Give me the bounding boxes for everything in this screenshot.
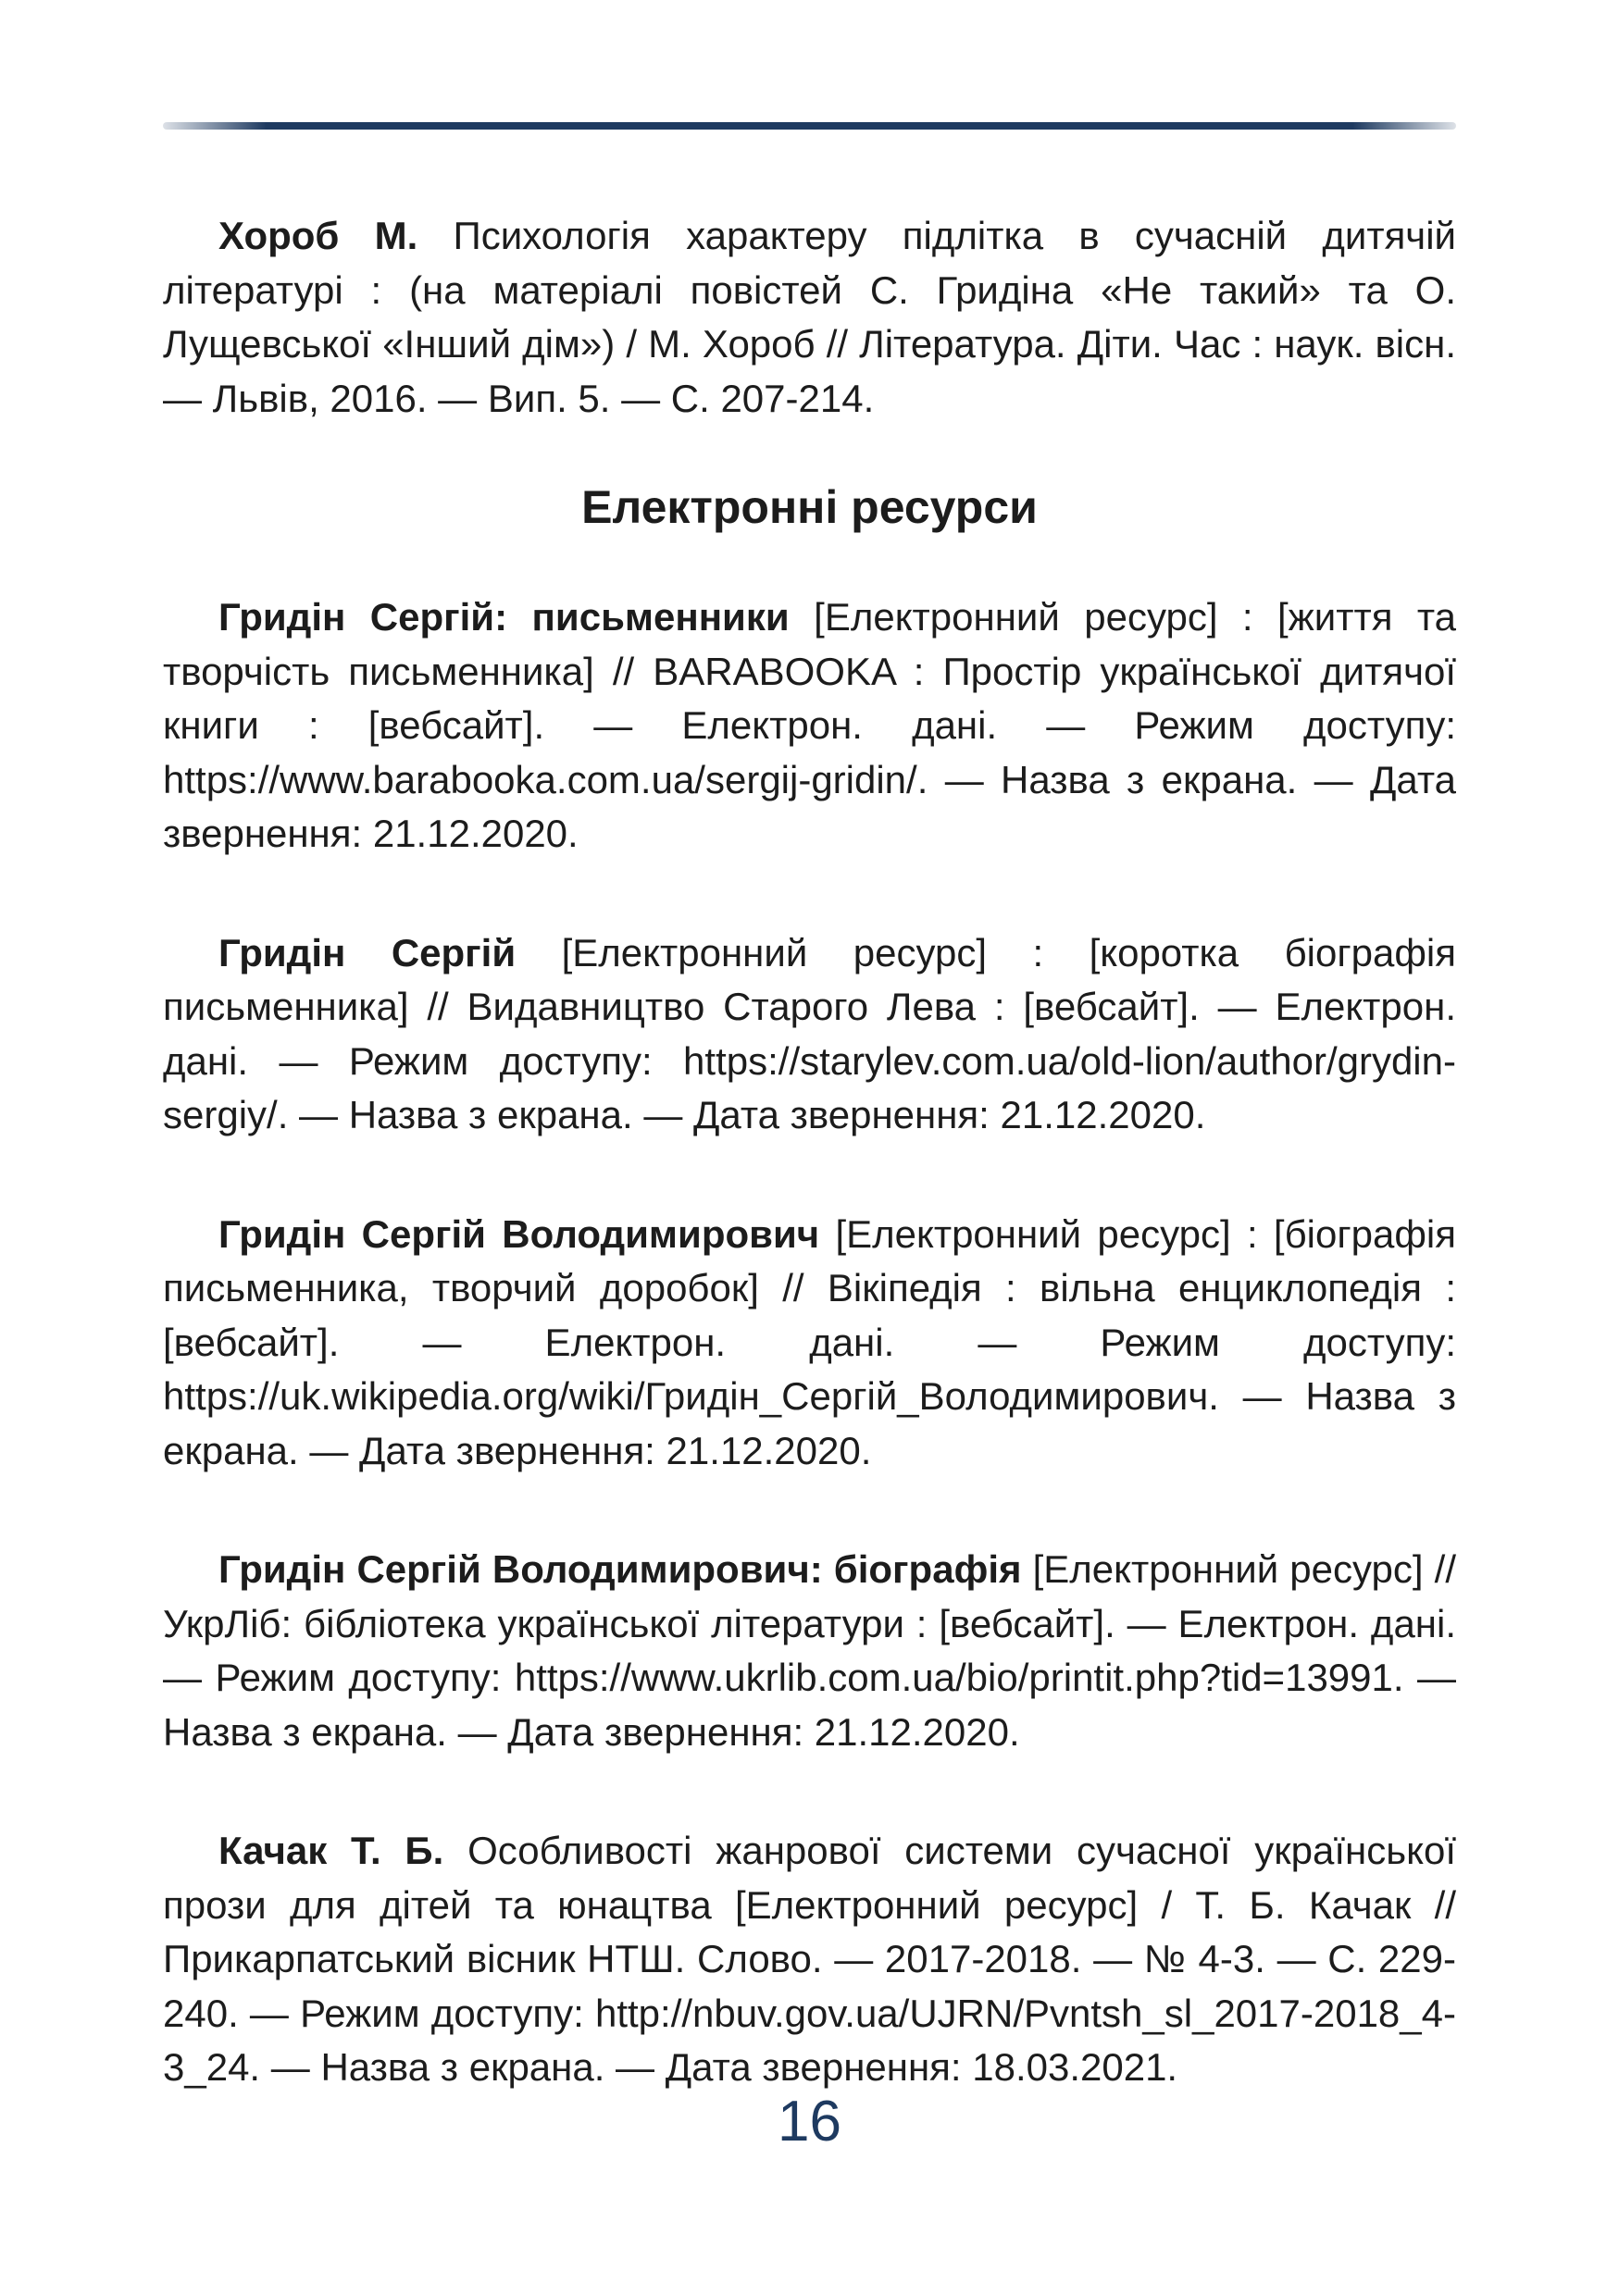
- entry-text: [Електронний ресурс] : [коротка біографія письменника] // Видавництво Старого Лева : [вебсайт]. — Електрон. дані. — Режим доступу: https://starylev.com.ua/old-lion/author/grydin-sergiy/. — Назва з екрана. — Дата звернення: 21.12.2020.: [163, 930, 1456, 1136]
- page-content: [163, 209, 1456, 2160]
- entry-author: Качак Т. Б.: [218, 1829, 444, 1872]
- entry-text: [Електронний ресурс] // УкрЛіб: бібліотека української літератури : [вебсайт]. — Електрон. дані. — Режим доступу: https://www.ukrlib.com.ua/bio/printit.php?tid=13991. — Назва з екрана. — Дата звернення: 21.12.2020.: [163, 1547, 1456, 1754]
- section-title: Електронні ресурси: [581, 481, 1038, 533]
- bibliography-entry: [163, 590, 1456, 862]
- entry-text: Особливості жанрової системи сучасної української прози для дітей та юнацтва [Електронний ресурс] / Т. Б. Качак // Прикарпатський вісник НТШ. Слово. — 2017-2018. — № 4-3. — С. 229-240. — Режим доступу: http://nbuv.gov.ua/UJRN/Pvntsh_sl_2017-2018_4-3_24. — Назва з екрана. — Дата звернення: 18.03.2021.: [163, 1829, 1456, 2089]
- entry-author: Гридін Сергій Володимирович: [218, 1211, 820, 1256]
- header-rule: [163, 122, 1456, 130]
- bibliography-entry: [163, 926, 1456, 1143]
- bibliography-entry: [163, 1208, 1456, 1479]
- entry-text: [Електронний ресурс] : [біографія письменника, творчий доробок] // Вікіпедія : вільна енциклопедія : [вебсайт]. — Електрон. дані. — Режим доступу: https://uk.wikipedia.org/wiki/Гридін_Сергій_Володимирович. — Назва з екрана. — Дата звернення: 21.12.2020.: [163, 1211, 1456, 1472]
- bibliography-entry: [163, 1543, 1456, 1759]
- page-number: 16: [778, 2090, 841, 2153]
- entry-author: Гридін Сергій: [218, 930, 517, 974]
- bibliography-entry: [163, 209, 1456, 426]
- entry-author: Гридін Сергій: письменники: [218, 595, 790, 639]
- entry-text: Психологія характеру підлітка в сучасній дитячій літературі : (на матеріалі повістей С. Гридіна «Не такий» та О. Лущевської «Інший дім») / М. Хороб // Література. Діти. Час : наук. вісн. — Львів, 2016. — Вип. 5. — С. 207-214.: [163, 214, 1456, 420]
- entry-text: [Електронний ресурс] : [життя та творчість письменника] // BARABOOKA : Простір української дитячої книги : [вебсайт]. — Електрон. дані. — Режим доступу: https://www.barabooka.com.ua/sergij-gridin/. — Назва з екрана. — Дата звернення: 21.12.2020.: [163, 595, 1456, 855]
- bibliography-entry: [163, 1824, 1456, 2095]
- entry-author: Гридін Сергій Володимирович: біографія: [218, 1547, 1022, 1591]
- entry-author: Хороб М.: [218, 214, 418, 257]
